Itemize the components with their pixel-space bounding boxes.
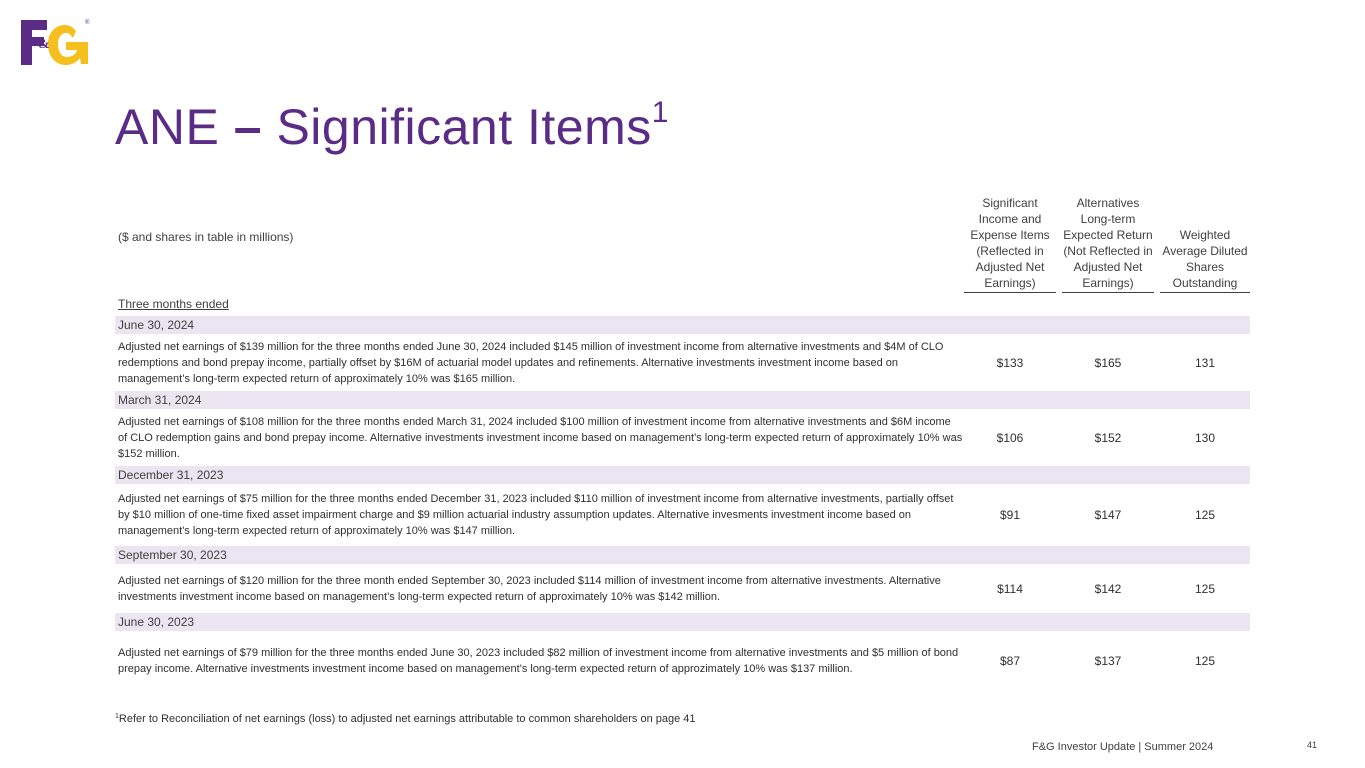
alternatives-return-value: $147 (1094, 508, 1122, 522)
significant-items-value: $87 (999, 654, 1021, 668)
row-description: Adjusted net earnings of $79 million for the three months ended June 30, 2023 included $82 million of investment income from alternative investments and $5 million of bond prepay income. Alternative investments investment income based on management's long-term expected return of approzimately 10% was $137 million. (118, 647, 959, 675)
significant-items-value: $91 (999, 508, 1021, 522)
table-row (115, 564, 1250, 613)
fg-logo (21, 17, 91, 67)
title-dash: – (233, 99, 263, 155)
significant-items-value: $133 (996, 355, 1024, 370)
table-row (115, 631, 1250, 691)
units-label: ($ and shares in table in millions) (118, 230, 294, 244)
row-description: Adjusted net earnings of $75 million for the three months ended December 31, 2023 included $110 million of investment income from alternative investments, partially offset by $10 million of one-time fixed asset impairment charge and $9 million actuarial industry assumption updates. Alternative invesments investment income based on management's long-term expected return of approximately 10% was $147 million. (118, 493, 954, 537)
period-band: December 31, 2023 (115, 466, 1250, 484)
period-band: September 30, 2023 (115, 546, 1250, 564)
diluted-shares-value: 125 (1194, 581, 1216, 596)
diluted-shares-value: 125 (1194, 654, 1216, 668)
alternatives-return-value: $165 (1094, 355, 1122, 370)
svg-text:&: & (38, 37, 50, 52)
row-description: Adjusted net earnings of $120 million for the three month ended September 30, 2023 included $114 million of investment income from alternative investments. Alternative investments investment income based on management’s long-term expected return of approximately 10% was $142 million. (118, 574, 941, 603)
title-main: ANE (115, 99, 220, 155)
trademark-mark: ® (85, 20, 90, 26)
table-row (115, 334, 1250, 391)
diluted-shares-value: 125 (1194, 508, 1216, 522)
period-band: June 30, 2023 (115, 613, 1250, 631)
table-row (115, 484, 1250, 546)
period-caption: Three months ended (118, 297, 229, 311)
title-rest: Significant Items (276, 99, 652, 155)
diluted-shares-value: 131 (1194, 355, 1216, 370)
column-header-diluted-shares: Weighted Average Diluted Shares Outstanding (1160, 227, 1250, 293)
footnote-marker: 1 (115, 713, 119, 720)
period-band: June 30, 2024 (115, 316, 1250, 334)
period-band: March 31, 2024 (115, 391, 1250, 409)
row-description: Adjusted net earnings of $139 million for the three months ended June 30, 2024 included $145 million of investment income from alternative investments and $4M of CLO redemptions and bond prepay income, partially offset by $16M of actuarial model updates and refinements. Alternative investments investment income based on management’s long-term expected return of approximately 10% was $165 million. (118, 340, 944, 385)
footer-text: F&G Investor Update | Summer 2024 (1032, 741, 1214, 753)
table-row (115, 409, 1250, 466)
column-header-significant-items: Significant Income and Expense Items (Reflected in Adjusted Net Earnings) (964, 195, 1056, 293)
significant-items-value: $114 (997, 581, 1023, 596)
alternatives-return-value: $142 (1094, 581, 1122, 596)
footnote-text: Refer to Reconciliation of net earnings (loss) to adjusted net earnings attributable to common shareholders on page 41 (118, 713, 696, 725)
column-header-alternatives-return: Alternatives Long-term Expected Return (Not Reflected in Adjusted Net Earnings) (1062, 195, 1154, 293)
significant-items-value: $106 (996, 430, 1024, 445)
title-footnote-marker: 1 (651, 96, 669, 129)
row-description: Adjusted net earnings of $108 million for the three months ended March 31, 2024 included $100 million of investment income from alternative investments and $6M income of CLO redemption gains and bond prepay income. Alternative investments investment income based on management’s long-term expected return of approximately 10% was $152 million. (118, 415, 963, 460)
significant-items-table (115, 178, 1250, 691)
diluted-shares-value: 130 (1194, 430, 1216, 445)
page-title (115, 96, 669, 156)
alternatives-return-value: $137 (1094, 654, 1122, 668)
footnote (115, 713, 696, 725)
page-number: 41 (1307, 740, 1318, 750)
table-header (115, 178, 1250, 296)
alternatives-return-value: $152 (1094, 430, 1122, 445)
